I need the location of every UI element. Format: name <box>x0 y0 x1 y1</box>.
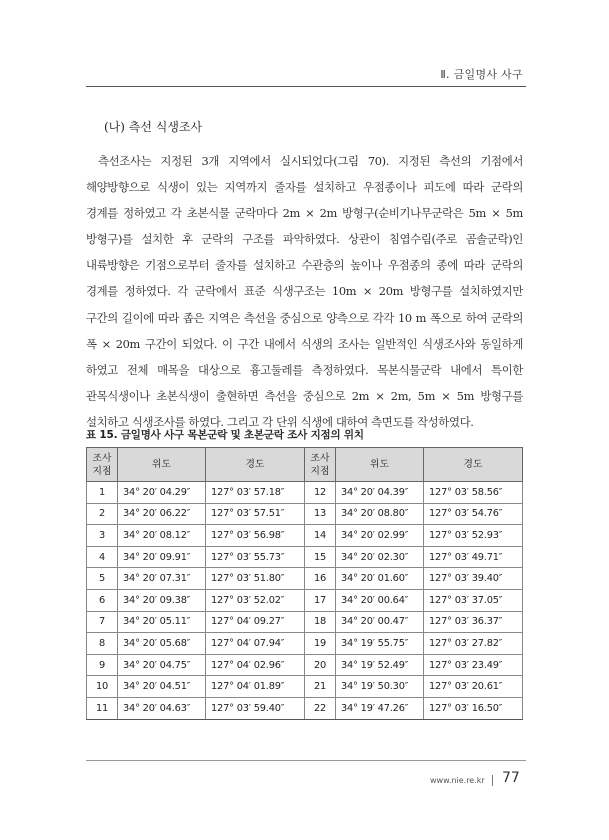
cell-longitude: 127° 03′ 59.40″ <box>206 697 305 719</box>
cell-longitude: 127° 04′ 01.89″ <box>206 676 305 698</box>
cell-latitude: 34° 20′ 02.99″ <box>336 525 424 547</box>
cell-survey-point: 9 <box>87 654 118 676</box>
cell-latitude: 34° 20′ 09.91″ <box>118 546 206 568</box>
cell-latitude: 34° 20′ 04.39″ <box>336 482 424 504</box>
cell-longitude: 127° 03′ 49.71″ <box>424 546 523 568</box>
cell-survey-point: 17 <box>305 589 336 611</box>
cell-latitude: 34° 19′ 52.49″ <box>336 654 424 676</box>
cell-longitude: 127° 03′ 51.80″ <box>206 568 305 590</box>
cell-latitude: 34° 20′ 04.29″ <box>118 482 206 504</box>
header-survey-point-label: 조사 지점 <box>92 452 112 477</box>
table-row <box>87 633 523 655</box>
cell-longitude: 127° 04′ 07.94″ <box>206 633 305 655</box>
body-paragraph: 측선조사는 지정된 3개 지역에서 실시되었다(그림 70). 지정된 측선의 기점에서 해양방향으로 식생이 있는 지역까지 줄자를 설치하고 우점종이나 피도에 따라 군락의 경계를 정하였고 각 초본식물 군락마다 2m × 2m 방형구(순비기나무군락은 5m × 5m 방형구)를 설치한 후 군락의 구조를 파악하였다. 상관이 침엽수림(주로 곰솔군락)인 내륙방향은 기점으로부터 줄자를 설치하고 수관층의 높이나 우점종의 종에 따라 군락의 경계를 정하였다. 각 군락에서 표준 식생구조는 10m × 20m 방형구를 설치하였지만 구간의 길이에 따라 좁은 지역은 측선을 중심으로 양측으로 각각 10 m 폭으로 하여 군락의 폭 × 20m 구간이 되었다. 이 구간 내에서 식생의 조사는 일반적인 식생조사와 동일하게 하였고 전체 매목을 대상으로 흉고둘레를 측정하였다. 목본식물군락 내에서 특이한 관목식생이나 초본식생이 출현하면 측선을 중심으로 2m × 2m, 5m × 5m 방형구를 설치하고 식생조사를 하였다. 그리고 각 단위 식생에 대하여 측면도를 작성하였다. <box>86 154 523 429</box>
page-number: 77 <box>502 770 520 786</box>
table-row <box>87 482 523 504</box>
cell-latitude: 34° 20′ 08.12″ <box>118 525 206 547</box>
footer-url: www.nie.re.kr <box>430 776 485 785</box>
cell-latitude: 34° 20′ 08.80″ <box>336 503 424 525</box>
header-longitude: 경도 <box>206 448 305 482</box>
cell-latitude: 34° 20′ 06.22″ <box>118 503 206 525</box>
cell-survey-point: 5 <box>87 568 118 590</box>
table-row <box>87 503 523 525</box>
cell-survey-point: 10 <box>87 676 118 698</box>
cell-latitude: 34° 20′ 04.51″ <box>118 676 206 698</box>
cell-latitude: 34° 19′ 47.26″ <box>336 697 424 719</box>
header-survey-point-label: 조사 지점 <box>310 452 330 477</box>
cell-survey-point: 8 <box>87 633 118 655</box>
table-row <box>87 654 523 676</box>
cell-survey-point: 6 <box>87 589 118 611</box>
cell-latitude: 34° 19′ 50.30″ <box>336 676 424 698</box>
cell-survey-point: 15 <box>305 546 336 568</box>
cell-longitude: 127° 03′ 37.05″ <box>424 589 523 611</box>
cell-longitude: 127° 04′ 09.27″ <box>206 611 305 633</box>
header-survey-point <box>87 448 118 482</box>
cell-longitude: 127° 03′ 52.02″ <box>206 589 305 611</box>
cell-longitude: 127° 03′ 57.51″ <box>206 503 305 525</box>
cell-latitude: 34° 20′ 09.38″ <box>118 589 206 611</box>
cell-longitude: 127° 03′ 20.61″ <box>424 676 523 698</box>
cell-latitude: 34° 20′ 02.30″ <box>336 546 424 568</box>
cell-survey-point: 1 <box>87 482 118 504</box>
header-latitude: 위도 <box>336 448 424 482</box>
cell-survey-point: 11 <box>87 697 118 719</box>
cell-latitude: 34° 20′ 05.68″ <box>118 633 206 655</box>
header-rule <box>86 86 526 87</box>
footer-divider <box>492 775 493 786</box>
running-header: Ⅱ. 금일명사 사구 <box>440 68 523 81</box>
cell-survey-point: 7 <box>87 611 118 633</box>
table-row <box>87 568 523 590</box>
cell-survey-point: 22 <box>305 697 336 719</box>
table-row <box>87 611 523 633</box>
cell-survey-point: 14 <box>305 525 336 547</box>
cell-longitude: 127° 03′ 56.98″ <box>206 525 305 547</box>
table-row <box>87 589 523 611</box>
section-title: (나) 측선 식생조사 <box>104 120 203 134</box>
cell-longitude: 127° 03′ 57.18″ <box>206 482 305 504</box>
cell-longitude: 127° 03′ 55.73″ <box>206 546 305 568</box>
cell-latitude: 34° 20′ 00.47″ <box>336 611 424 633</box>
cell-longitude: 127° 03′ 39.40″ <box>424 568 523 590</box>
cell-longitude: 127° 03′ 16.50″ <box>424 697 523 719</box>
table-row <box>87 546 523 568</box>
cell-survey-point: 2 <box>87 503 118 525</box>
cell-survey-point: 16 <box>305 568 336 590</box>
cell-latitude: 34° 20′ 04.75″ <box>118 654 206 676</box>
header-latitude: 위도 <box>118 448 206 482</box>
cell-latitude: 34° 20′ 00.64″ <box>336 589 424 611</box>
cell-survey-point: 12 <box>305 482 336 504</box>
cell-longitude: 127° 04′ 02.96″ <box>206 654 305 676</box>
header-survey-point <box>305 448 336 482</box>
table-header-row <box>87 448 523 482</box>
cell-survey-point: 18 <box>305 611 336 633</box>
cell-latitude: 34° 20′ 01.60″ <box>336 568 424 590</box>
cell-longitude: 127° 03′ 58.56″ <box>424 482 523 504</box>
table-caption: 표 15. 금일명사 사구 목본군락 및 초본군락 조사 지점의 위치 <box>86 429 364 441</box>
footer-rule <box>86 760 526 761</box>
cell-survey-point: 19 <box>305 633 336 655</box>
cell-longitude: 127° 03′ 23.49″ <box>424 654 523 676</box>
cell-survey-point: 20 <box>305 654 336 676</box>
cell-survey-point: 3 <box>87 525 118 547</box>
cell-survey-point: 4 <box>87 546 118 568</box>
cell-survey-point: 13 <box>305 503 336 525</box>
table-row <box>87 525 523 547</box>
cell-latitude: 34° 19′ 55.75″ <box>336 633 424 655</box>
cell-longitude: 127° 03′ 27.82″ <box>424 633 523 655</box>
cell-latitude: 34° 20′ 07.31″ <box>118 568 206 590</box>
cell-latitude: 34° 20′ 05.11″ <box>118 611 206 633</box>
cell-latitude: 34° 20′ 04.63″ <box>118 697 206 719</box>
cell-longitude: 127° 03′ 52.93″ <box>424 525 523 547</box>
table-row <box>87 676 523 698</box>
cell-survey-point: 21 <box>305 676 336 698</box>
cell-longitude: 127° 03′ 36.37″ <box>424 611 523 633</box>
table-row <box>87 697 523 719</box>
header-longitude: 경도 <box>424 448 523 482</box>
cell-longitude: 127° 03′ 54.76″ <box>424 503 523 525</box>
survey-site-table <box>86 447 523 720</box>
